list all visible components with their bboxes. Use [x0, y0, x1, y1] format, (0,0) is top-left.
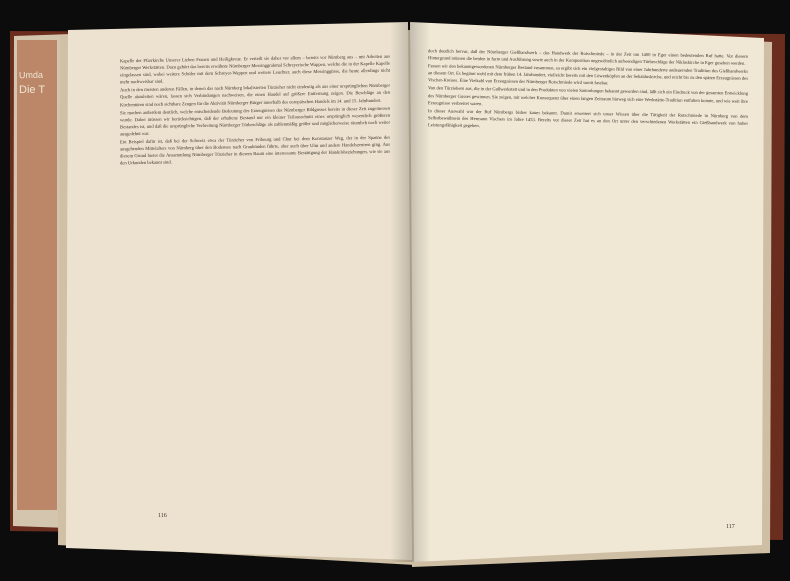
right-paragraph: Fassen wir den bekanntgewordenen Nürnberger Bestand zusammen, so ergibt sich ein vielgestaltiges Bild von einer Jahrhunderte andauernden Tradition des Gießhandwerks an diesem Ort. Es beginnt wohl mit dem frühen 14. Jahrhundert, vielleicht bereits mit den Löwenköpfen an der Sebalduskirche, und reicht bis zu den späten Erzeugnissen des Vischer-Kreises. Eine Vielzahl von Erzeugnissen der Nürnberger Rotschmiede wird somit fassbar. — [428, 63, 748, 86]
left-paragraph: Auch in den meisten anderen Fällen, in denen das nach Nürnberg lokalisierten Türzieher nicht eindeutig als aus einer ursprünglichen Nürnberger Quelle abzuleiten wären, lassen sich Verbindungen nachweisen, die einen Handel auf größere Entfernung zeigen. Die Beschläge an den Kirchentüren sind noch sichtbare Zeugen für die Aktivität Nürnberger Bürger innerhalb des europäischen Handels im 14. und 15. Jahrhundert. — [120, 83, 390, 107]
left-paragraph: Kapelle der Pfarrkirche Unserer Lieben Frauen und Heiligkreuz. Er verteilt sie daher vor allem – bereits vor Nürnberg aus – mit Arbeiten aus Nürnberger Werkstätten. Dazu gehört das bereits erwähnte Nürnberger Messinggrabmal Schreyerische Wappen, welche die in der Kapelle Kapelle eingelassen sind, wobei weitere Schüler mit dem Schreyer-Wappen und weitere Leuchter, auch diese Messinggüsse, die heute allerdings nicht mehr nachweisbar sind. — [120, 53, 390, 85]
gutter-shadow — [390, 22, 430, 562]
right-page-number: 117 — [726, 524, 735, 530]
right-paragraph: doch deutlich hervor, daß der Nürnberger Gießhandwerk – das Handwerk der Rotschmiede – in der Zeit um 1400 in Eger einen bedeutenden Ruf hatte. Vor diesem Hintergrund müssen die beiden in form und Ausführung sowie auch in der Komposition ungewöhnlich aufwendigen Türbeschläge der Niklaskirche in Eger gesehen werden. — [428, 48, 748, 66]
spine-label-a: Umda — [18, 69, 44, 81]
right-page-body — [428, 47, 748, 523]
spine-label-b: Die T — [19, 84, 46, 96]
spine-label-panel — [17, 40, 57, 510]
left-paragraph: Sie machen außerdem deutlich, welche entscheidende Bedeutung des Erzeugnisses des Nürnberger Bildgusses bereits in dieser Zeit zugemessen wurde. Dabei müssen wir berücksichtigen, daß der erhaltene Bestand nur ein kleiner Teilausschnitt eines ursprünglich wesentlich größeren Bestandes ist, und daß die ursprüngliche Verbreitung Nürnberger Türbeschläge als zahlenmäßig größer und möglicherweise räumlich noch weiter ausgedehnt war. — [120, 105, 390, 137]
left-page-body — [120, 53, 390, 518]
right-paragraph: Von den Türziehern aus, die in der Gußwerkstatt und in den Produkten von vielen Sammlungen bekannt geworden sind, läßt sich ein Eindruck von der gesamten Entwicklung des Nürnberger Gusses gewinnen. Sie zeigen, mit welcher Konsequenz über einen langen Zeitraum hinweg sich eine Werkstätte-Tradition entfalten konnte, und wie weit ihre Erzeugnisse verbreitet waren. — [428, 85, 748, 106]
left-page-number: 116 — [158, 513, 167, 519]
left-paragraph: Ein Beispiel dafür ist, daß bei der Schweiz etwa der Türzieher von Fribourg und Chur bei dem Konstanzer Weg, der in der Spanne des ausgehenden Mittelalters von Nürnberg über den Bodensee nach Graubünden führte, aber auch über Ulm und andere Handelszentren ging. Aus diesem Grund bietet die Ansammlung Nürnberger Türzieher in diesem Raum eine interessante Bestätigung der Handelsbeziehungen, wie sie aus den Urkunden bekannt sind. — [120, 134, 390, 166]
right-paragraph: In dieser Auswahl war der Ruf Nürnbergs bisher kaum bekannt. Damit erweitert sich unser Wissen über die Tätigkeit der Rotschmiede in Nürnberg von dem Selbstbewußtsein des Hermann Vischers im Jahre 1453. Bereits vor dieser Zeit hat es an den Ort unter den verschiedenen Werkstätten ein Gießhandwerk von hoher Leistungsfähigkeit gegeben. — [428, 107, 748, 129]
